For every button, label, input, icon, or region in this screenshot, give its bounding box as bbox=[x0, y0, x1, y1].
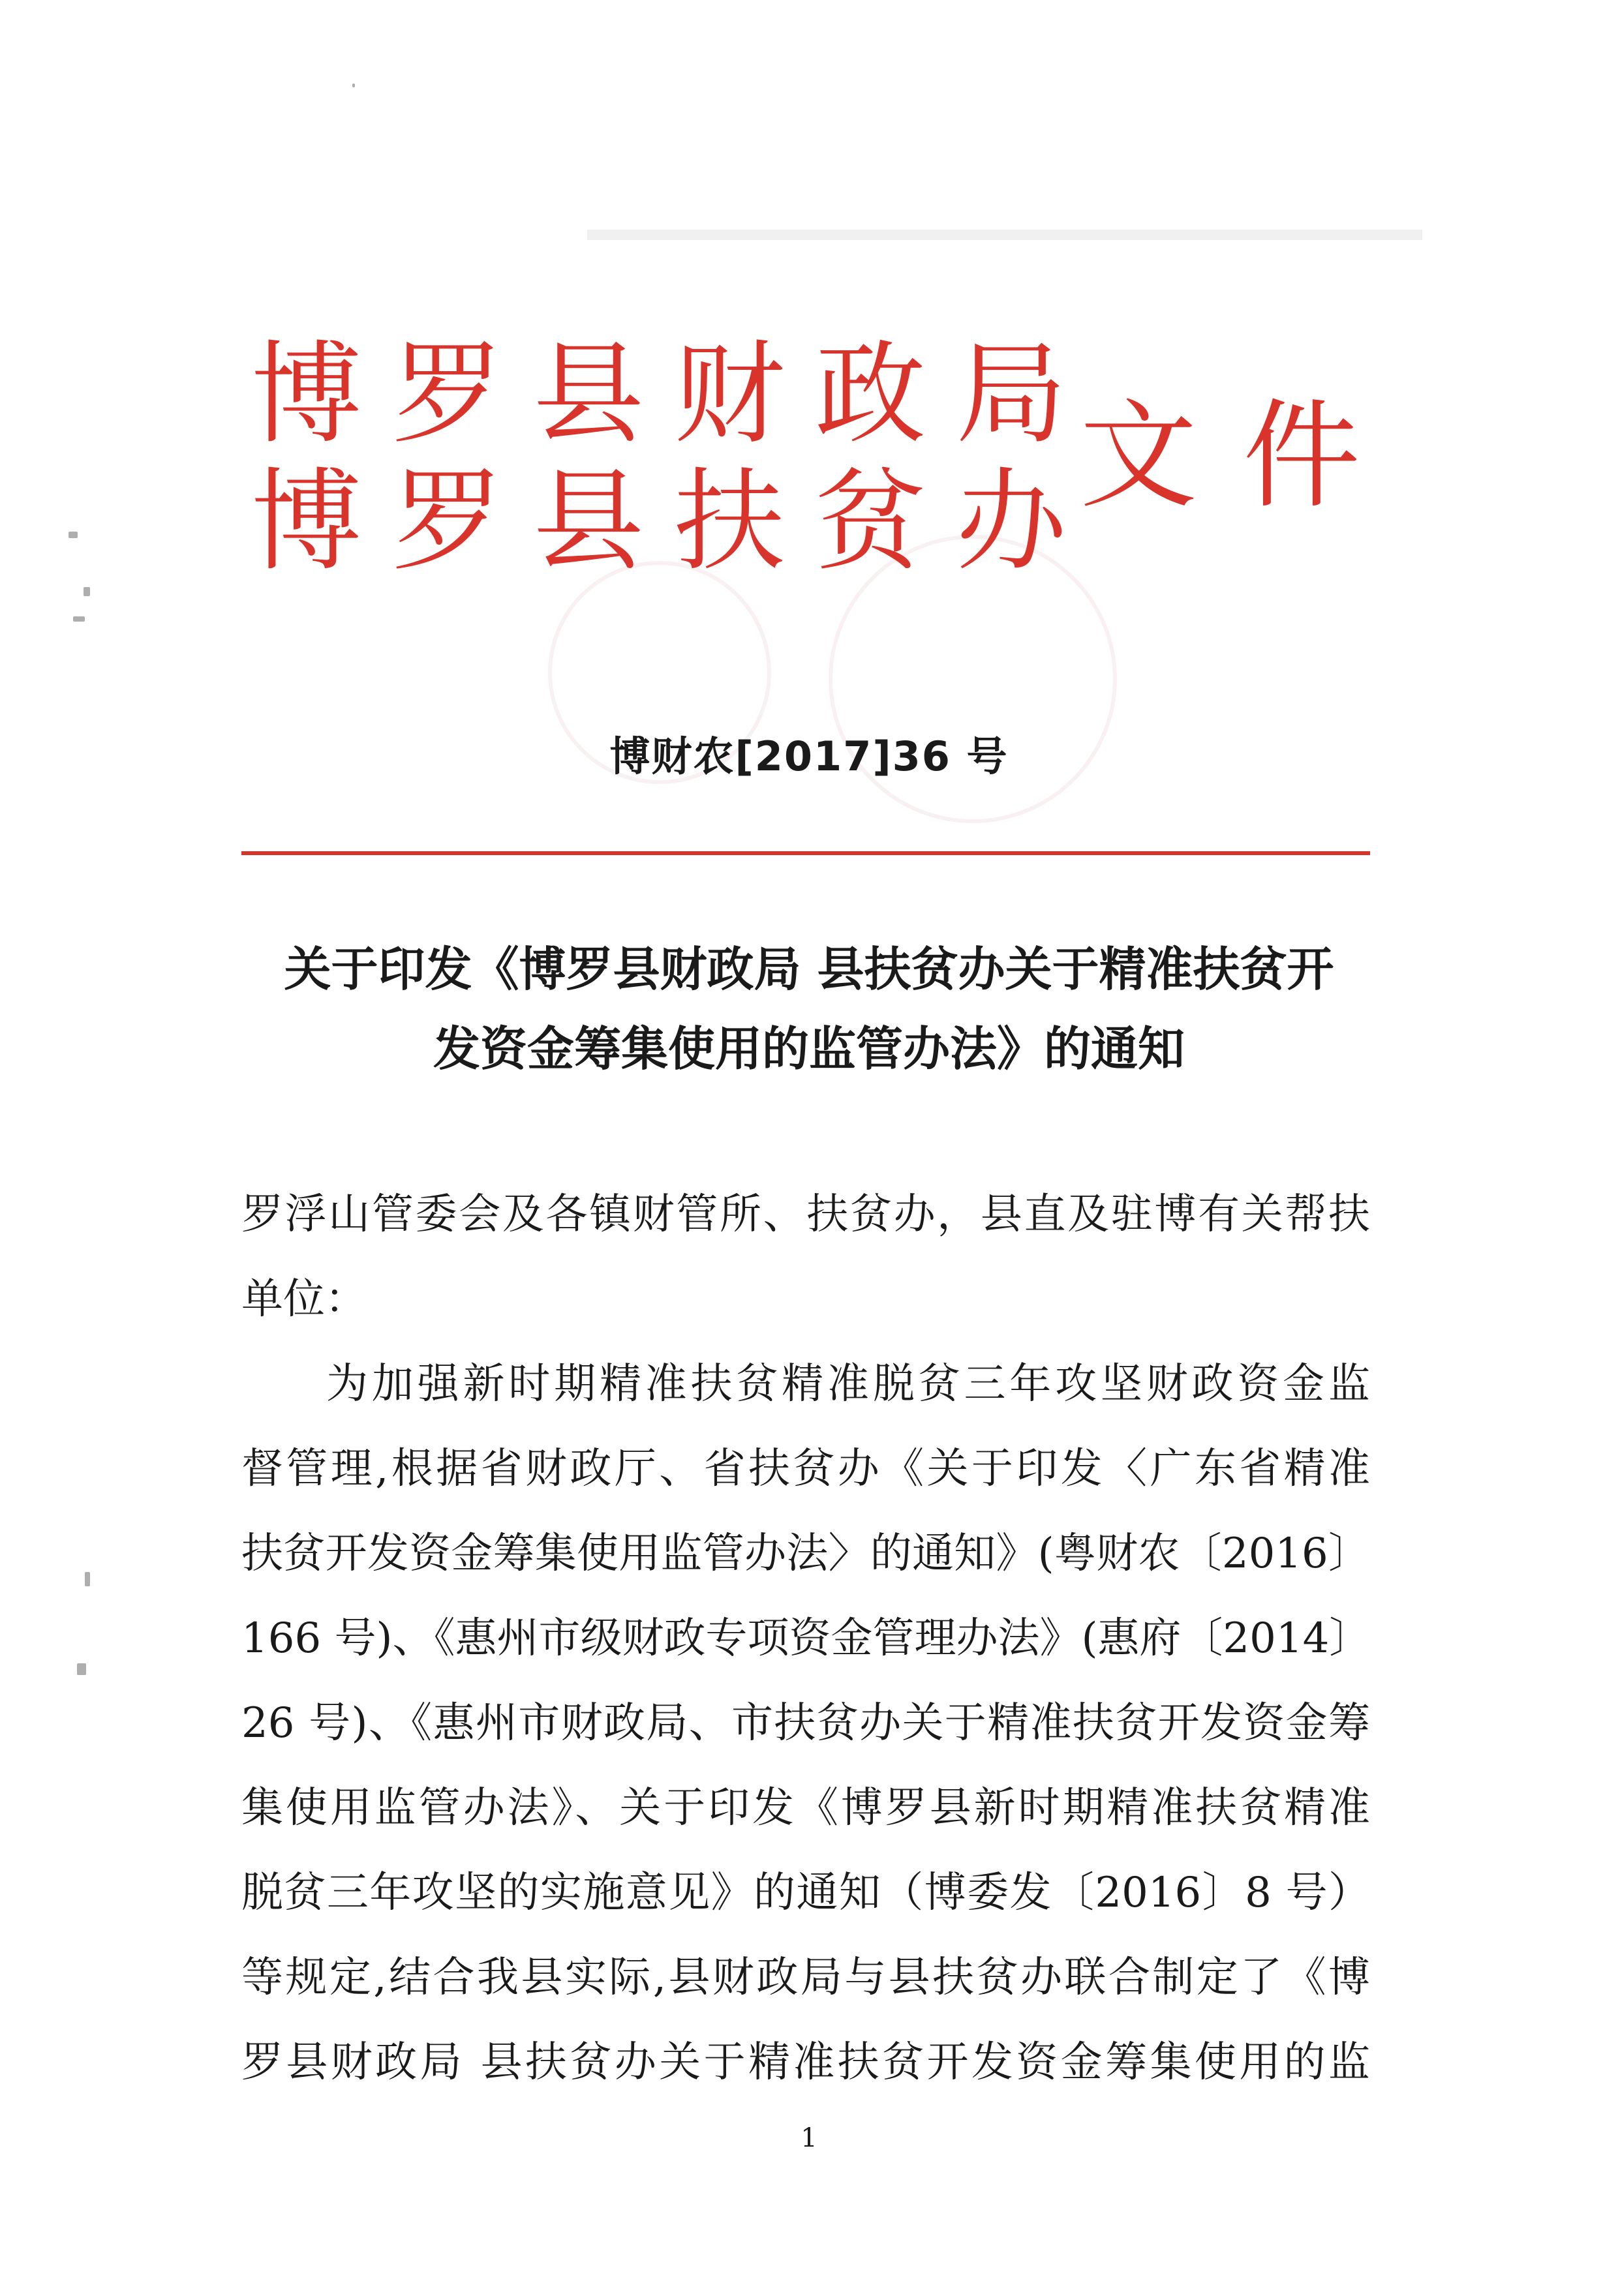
page-number: 1 bbox=[801, 2123, 817, 2153]
notice-title-line: 关于印发《博罗县财政局 县扶贫办关于精准扶贫开 bbox=[284, 942, 1334, 997]
addressee-line: 单位： bbox=[241, 1275, 367, 1323]
scan-speck bbox=[84, 587, 90, 596]
body-text-line: 26 号)、《惠州市财政局、市扶贫办关于精准扶贫开发资金筹 bbox=[241, 1699, 1370, 1747]
body-text-line: 166 号)、《惠州市级财政专项资金管理办法》(惠府〔2014〕 bbox=[241, 1614, 1371, 1663]
scan-speck bbox=[69, 532, 78, 538]
issuing-org-finance-bureau: 博罗县财政局 bbox=[251, 330, 1097, 459]
addressee-line: 罗浮山管委会及各镇财管所、扶贫办，县直及驻博有关帮扶 bbox=[241, 1190, 1370, 1239]
body-text-line: 扶贫开发资金筹集使用监管办法〉的通知》(粤财农〔2016〕 bbox=[241, 1530, 1370, 1578]
body-text-line: 罗县财政局 县扶贫办关于精准扶贫开发资金筹集使用的监 bbox=[241, 2038, 1370, 2087]
scan-speck bbox=[352, 83, 355, 87]
scan-speck bbox=[73, 616, 85, 622]
body-text-line: 等规定,结合我县实际,县财政局与县扶贫办联合制定了《博 bbox=[241, 1954, 1370, 2002]
body-text-line: 督管理,根据省财政厅、省扶贫办《关于印发〈广东省精准 bbox=[241, 1445, 1370, 1493]
bleed-through-text bbox=[587, 222, 1422, 248]
body-text-line: 脱贫三年攻坚的实施意见》的通知（博委发〔2016〕8 号） bbox=[241, 1869, 1370, 1917]
body-text-line: 为加强新时期精准扶贫精准脱贫三年攻坚财政资金监 bbox=[326, 1360, 1370, 1408]
notice-title-line: 发资金筹集使用的监管办法》的通知 bbox=[433, 1021, 1185, 1076]
issuing-org-poverty-office: 博罗县扶贫办 bbox=[251, 457, 1097, 586]
body-text-line: 集使用监管办法》、关于印发《博罗县新时期精准扶贫精准 bbox=[241, 1784, 1370, 1832]
notice-title bbox=[248, 929, 1370, 1089]
scan-speck bbox=[77, 1663, 86, 1675]
document-label: 文件 bbox=[1080, 388, 1407, 524]
scan-speck bbox=[85, 1572, 90, 1586]
document-number: 博财农[2017]36 号 bbox=[609, 733, 1009, 780]
red-divider bbox=[241, 851, 1370, 855]
